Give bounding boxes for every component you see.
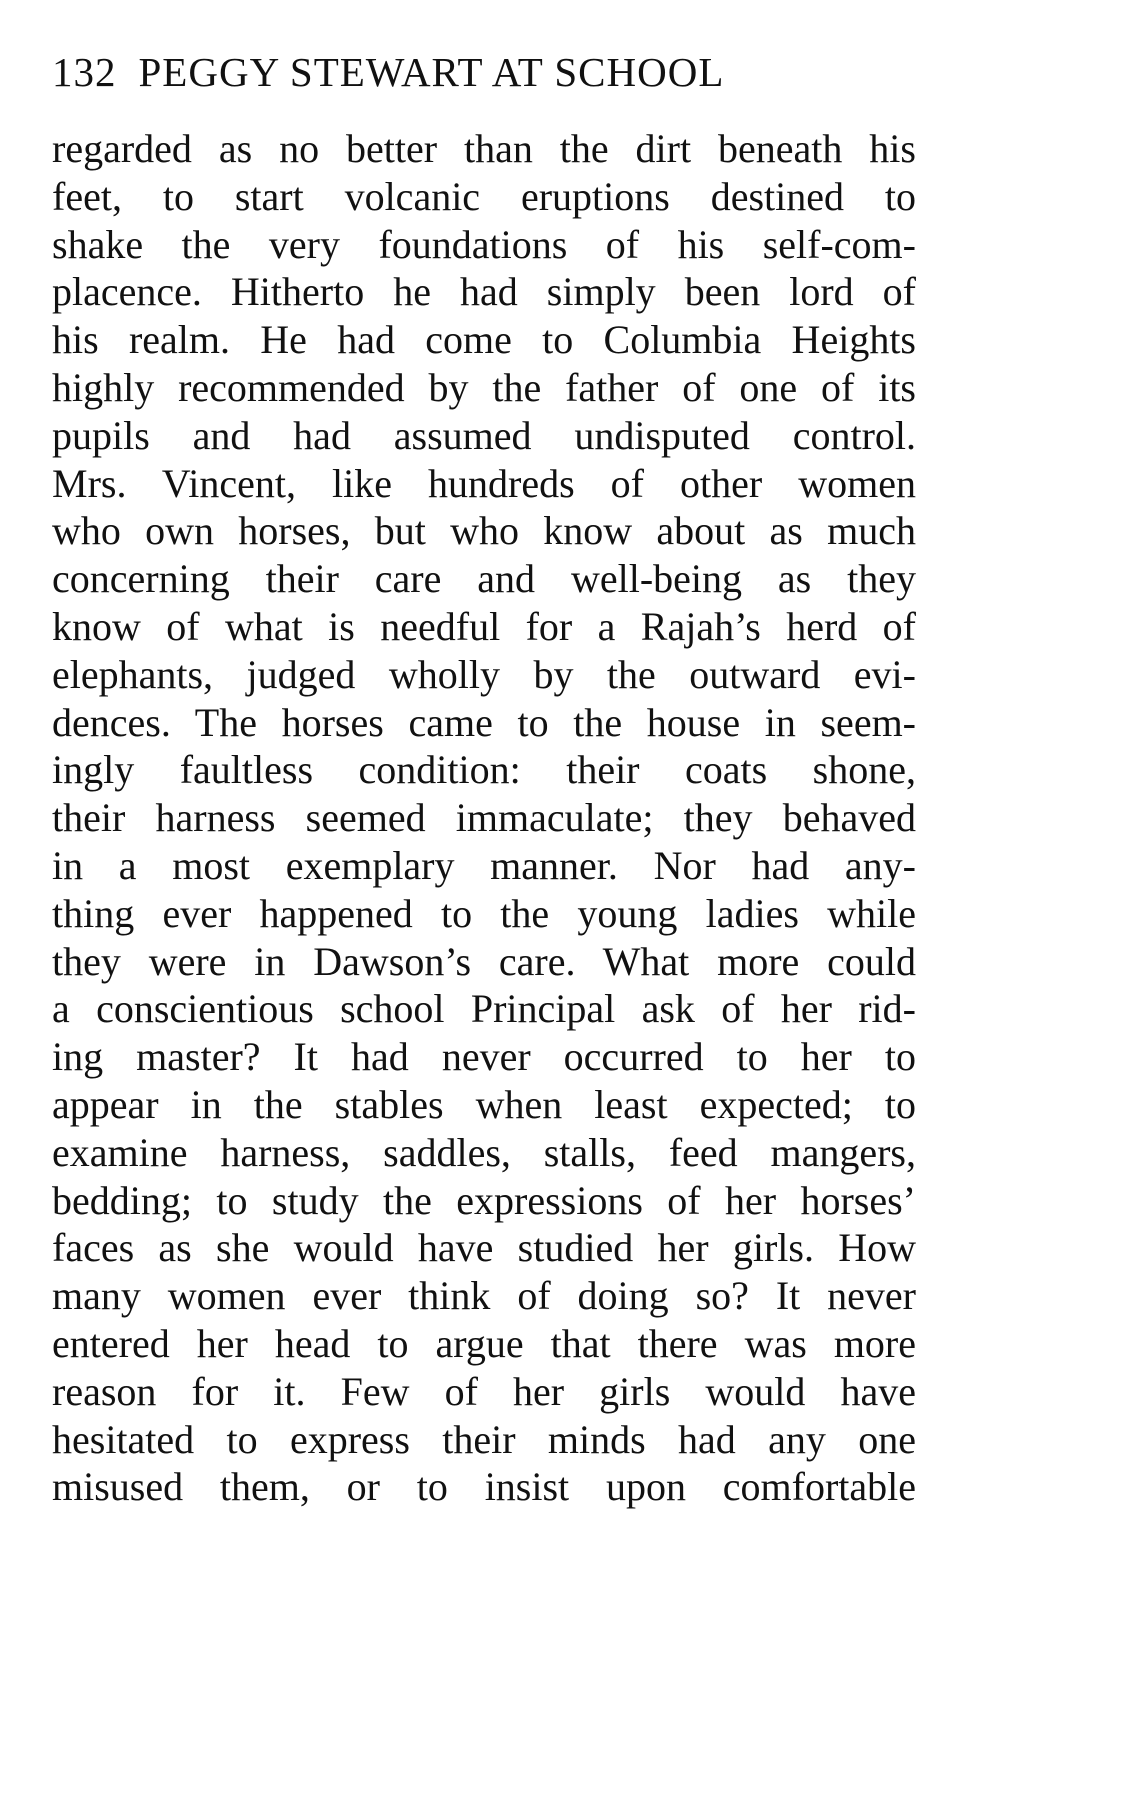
text-line: appear in the stables when least expected; to <box>52 1081 916 1127</box>
text-line: know of what is needful for a Rajah’s herd of <box>52 603 916 649</box>
text-line: a conscientious school Principal ask of her rid- <box>52 986 916 1032</box>
text-line: thing ever happened to the young ladies while <box>52 890 916 936</box>
text-line: his realm. He had come to Columbia Heights <box>52 317 916 363</box>
text-line: dences. The horses came to the house in seem- <box>52 699 916 745</box>
text-line: pupils and had assumed undisputed control. <box>52 412 916 458</box>
text-line: faces as she would have studied her girls. How <box>52 1225 916 1271</box>
text-line: ingly faultless condition: their coats shone, <box>52 747 916 793</box>
text-line: shake the very foundations of his self-com- <box>52 221 916 267</box>
running-title: PEGGY STEWART AT SCHOOL <box>138 49 725 95</box>
page-number: 132 <box>52 49 117 95</box>
text-line: misused them, or to insist upon comfortable <box>52 1464 916 1510</box>
body-text <box>52 125 916 1511</box>
text-line: regarded as no better than the dirt beneath his <box>52 126 916 171</box>
text-line: hesitated to express their minds had any one <box>52 1416 916 1462</box>
text-line: placence. Hitherto he had simply been lord of <box>52 269 916 315</box>
text-line: bedding; to study the expressions of her horses’ <box>52 1177 916 1223</box>
text-line: they were in Dawson’s care. What more could <box>52 938 916 984</box>
text-line: concerning their care and well-being as they <box>52 556 916 602</box>
text-line: entered her head to argue that there was more <box>52 1320 916 1366</box>
text-line: Mrs. Vincent, like hundreds of other women <box>52 460 916 506</box>
text-line: elephants, judged wholly by the outward evi- <box>52 651 916 697</box>
text-line: their harness seemed immaculate; they behaved <box>52 795 916 841</box>
text-line: highly recommended by the father of one of its <box>52 364 916 410</box>
text-line: many women ever think of doing so? It never <box>52 1273 916 1319</box>
text-line: ing master? It had never occurred to her to <box>52 1034 916 1080</box>
text-line: who own horses, but who know about as much <box>52 508 916 554</box>
text-line: in a most exemplary manner. Nor had any- <box>52 842 916 888</box>
text-line: reason for it. Few of her girls would have <box>52 1368 916 1414</box>
text-line: feet, to start volcanic eruptions destined to <box>52 173 916 219</box>
text-line: examine harness, saddles, stalls, feed mangers, <box>52 1129 916 1175</box>
running-head <box>52 48 912 96</box>
